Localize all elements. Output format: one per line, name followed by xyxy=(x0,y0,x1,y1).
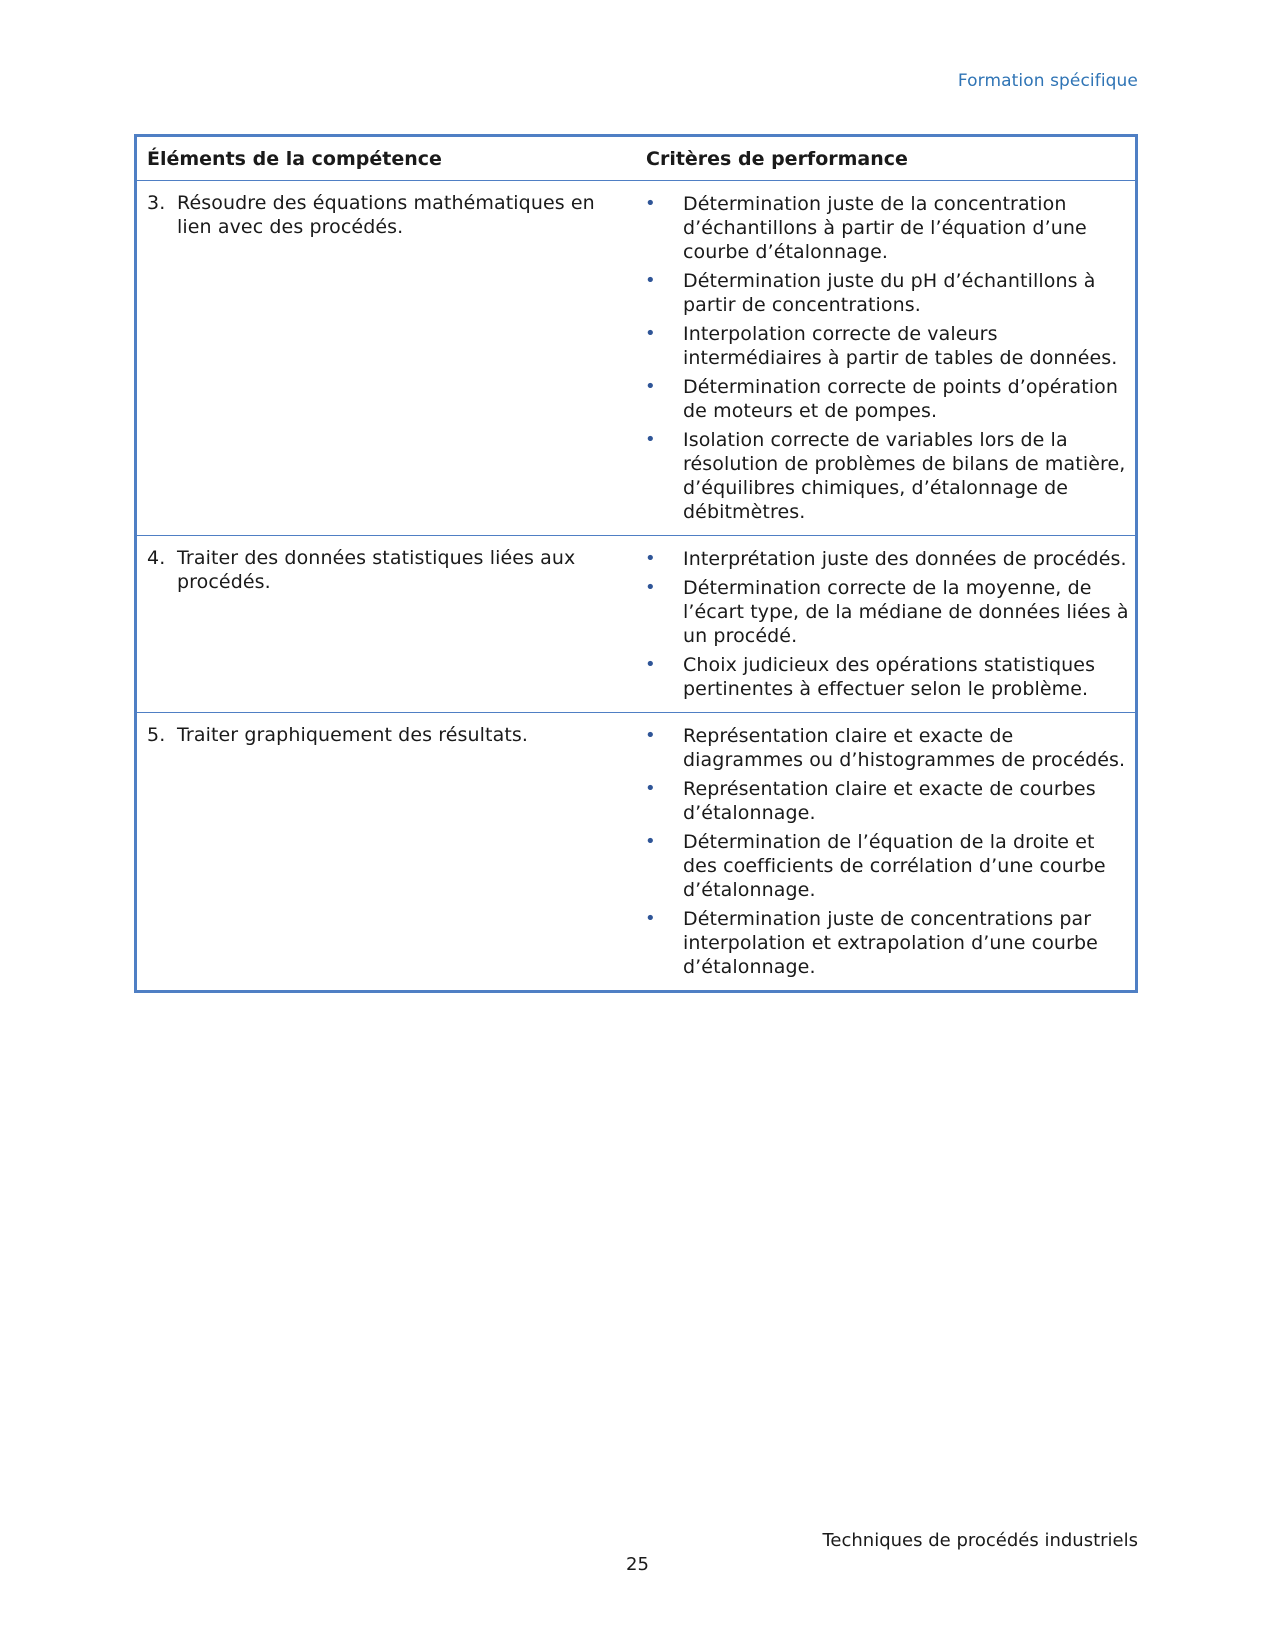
table-row xyxy=(137,180,1135,535)
running-header: Formation spécifique xyxy=(957,71,1138,91)
criterion-item: • Représentation claire et exacte de courbes d’étalonnage. xyxy=(637,777,1135,825)
criterion-item: • Choix judicieux des opérations statistiques pertinentes à effectuer selon le problème. xyxy=(637,653,1135,701)
element-text: Résoudre des équations mathématiques en lien avec des procédés. xyxy=(177,192,595,238)
table-row xyxy=(137,712,1135,990)
element-number: 3. xyxy=(147,192,166,214)
criterion-item: • Détermination correcte de la moyenne, de l’écart type, de la médiane de données liées à un procédé. xyxy=(637,576,1135,648)
table-header-row xyxy=(137,137,1135,180)
element-text: Traiter graphiquement des résultats. xyxy=(177,724,529,746)
criteria-list xyxy=(637,536,1135,712)
criterion-item: • Représentation claire et exacte de diagrammes ou d’histogrammes de procédés. xyxy=(637,724,1135,772)
bullet-icon: • xyxy=(645,654,656,675)
criterion-item: • Isolation correcte de variables lors de la résolution de problèmes de bilans de matière, d’équilibres chimiques, d’étalonnage de débitmètres. xyxy=(637,428,1135,524)
competence-table xyxy=(134,134,1138,993)
element-item xyxy=(147,181,637,239)
bullet-icon: • xyxy=(645,908,656,929)
criterion-item: • Détermination juste du pH d’échantillons à partir de concentrations. xyxy=(637,269,1135,317)
element-number: 5. xyxy=(147,724,166,746)
table-row xyxy=(137,535,1135,712)
criterion-item: • Détermination juste de concentrations par interpolation et extrapolation d’une courbe d’étalonnage. xyxy=(637,907,1135,979)
bullet-icon: • xyxy=(645,577,656,598)
criterion-item: • Détermination correcte de points d’opération de moteurs et de pompes. xyxy=(637,375,1135,423)
bullet-icon: • xyxy=(645,270,656,291)
bullet-icon: • xyxy=(645,725,656,746)
criteria-list xyxy=(637,181,1135,535)
bullet-icon: • xyxy=(645,193,656,214)
bullet-icon: • xyxy=(645,376,656,397)
criterion-item: • Interprétation juste des données de procédés. xyxy=(637,547,1135,571)
criterion-item: • Détermination de l’équation de la droite et des coefficients de corrélation d’une courbe d’étalonnage. xyxy=(637,830,1135,902)
bullet-icon: • xyxy=(645,429,656,450)
page-number: 25 xyxy=(626,1554,649,1575)
criterion-item: • Interpolation correcte de valeurs intermédiaires à partir de tables de données. xyxy=(637,322,1135,370)
bullet-icon: • xyxy=(645,323,656,344)
bullet-icon: • xyxy=(645,831,656,852)
element-number: 4. xyxy=(147,547,166,569)
footer-program-title: Techniques de procédés industriels xyxy=(822,1530,1138,1551)
element-item xyxy=(147,536,637,594)
column-header-criteria: Critères de performance xyxy=(646,147,908,170)
element-item xyxy=(147,713,637,747)
criterion-item: • Détermination juste de la concentration d’échantillons à partir de l’équation d’une courbe d’étalonnage. xyxy=(637,192,1135,264)
element-text: Traiter des données statistiques liées aux procédés. xyxy=(177,547,576,593)
bullet-icon: • xyxy=(645,778,656,799)
criteria-list xyxy=(637,713,1135,990)
column-header-elements: Éléments de la compétence xyxy=(147,147,442,170)
bullet-icon: • xyxy=(645,548,656,569)
